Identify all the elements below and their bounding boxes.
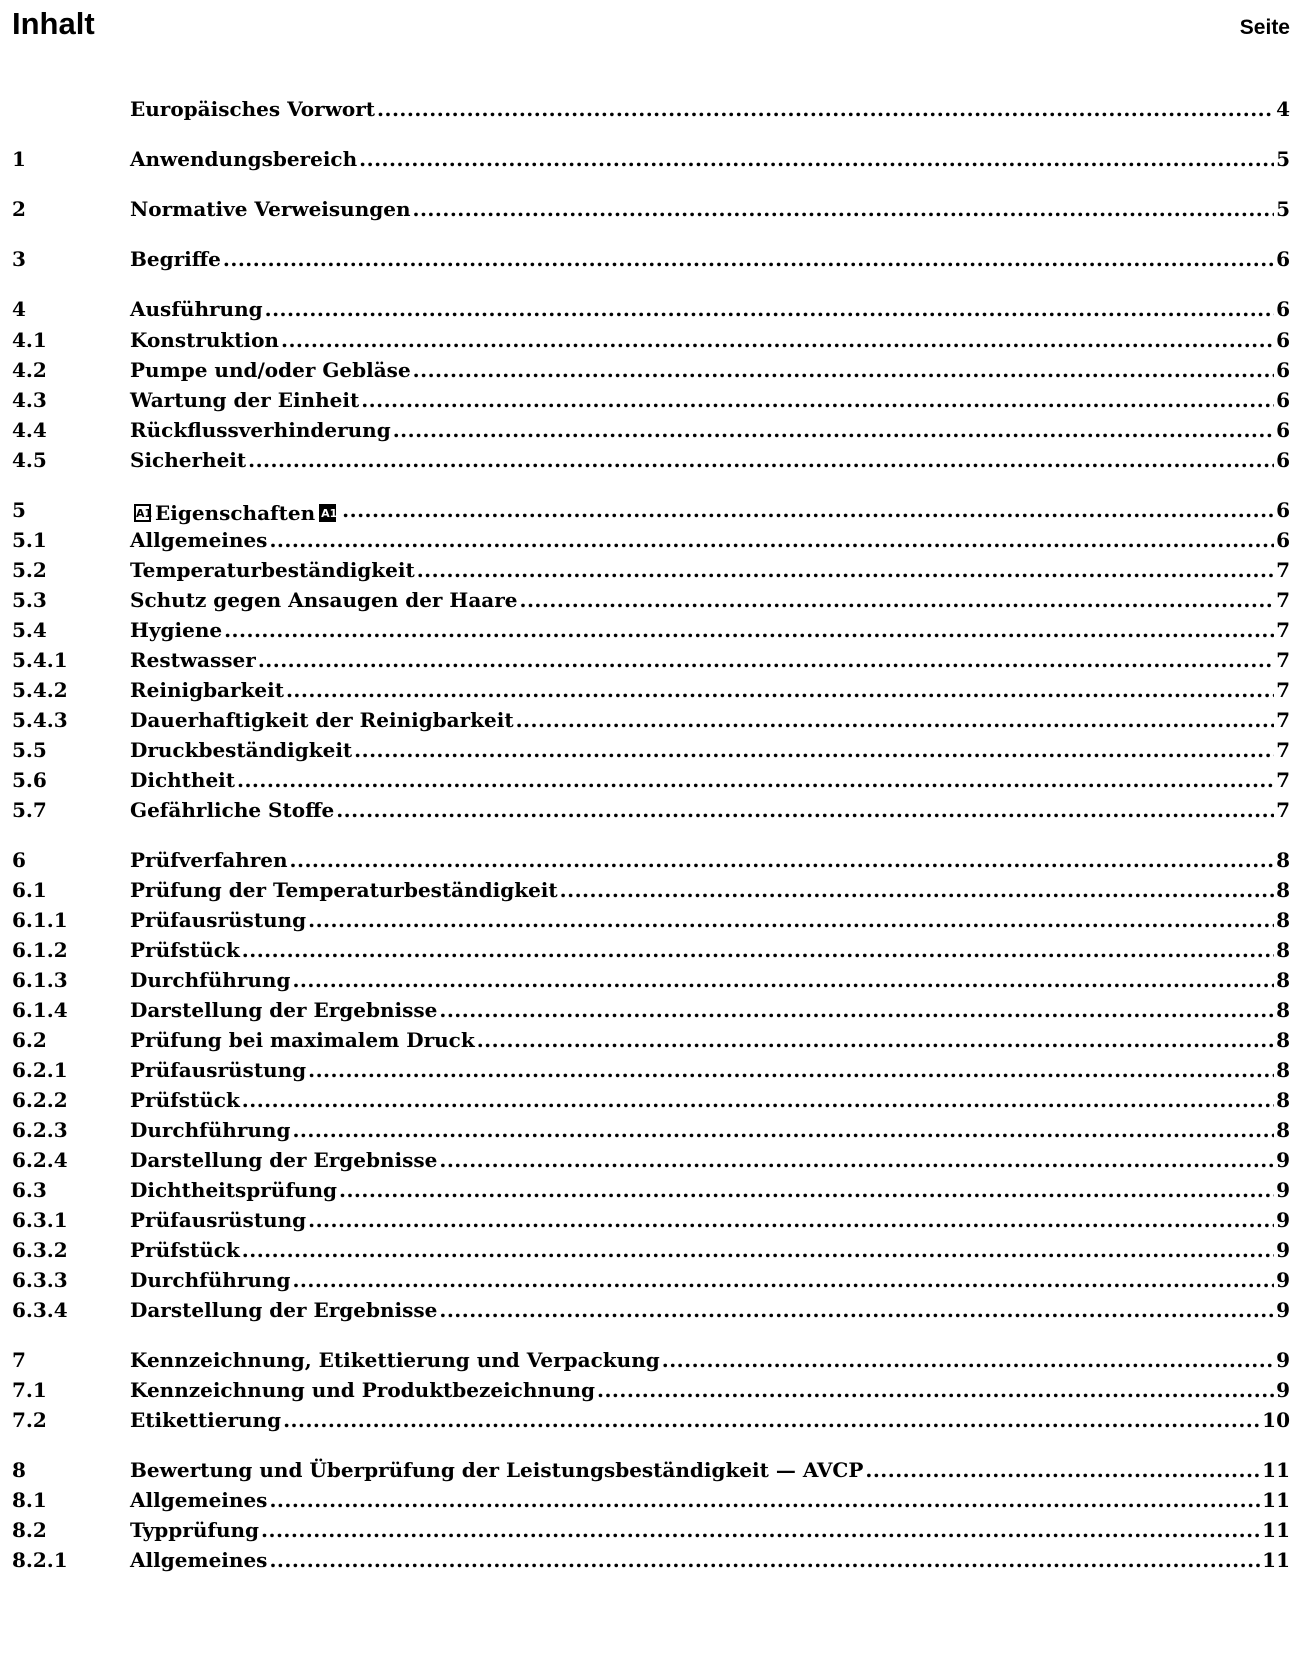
toc-entry-page-number: 6: [1276, 358, 1290, 382]
toc-entry-page-number: 5: [1276, 147, 1290, 171]
toc-entry[interactable]: [12, 675, 1290, 705]
toc-entry-page-number: 9: [1276, 1148, 1290, 1172]
dot-leader: [292, 1265, 1274, 1295]
toc-entry-title: Normative Verweisungen: [130, 197, 411, 221]
toc-entry-number: 6.1.3: [12, 968, 68, 992]
toc-entry-page-number: 8: [1276, 878, 1290, 902]
toc-entry-label-group: [130, 294, 263, 324]
toc-entry-number: 2: [12, 197, 26, 221]
dot-leader: [281, 325, 1274, 355]
toc-entry-page-number: 8: [1276, 968, 1290, 992]
toc-entry-title: Darstellung der Ergebnisse: [130, 1148, 438, 1172]
toc-entry-number: 8.2.1: [12, 1548, 68, 1572]
toc-entry-number: 4: [12, 297, 26, 321]
dot-leader: [359, 144, 1274, 174]
dot-leader: [377, 94, 1274, 124]
toc-entry[interactable]: [12, 1235, 1290, 1265]
dot-leader: [516, 705, 1274, 735]
toc-entry-label-group: [130, 935, 240, 965]
toc-entry-title: Rückflussverhinderung: [130, 418, 391, 442]
dot-leader: [477, 1025, 1274, 1055]
toc-entry[interactable]: [12, 645, 1290, 675]
dot-leader: [308, 1055, 1274, 1085]
toc-entry-number: 6.3: [12, 1178, 47, 1202]
toc-entry-number: 5.7: [12, 798, 47, 822]
toc-entry-label-group: [130, 795, 334, 825]
toc-entry[interactable]: [12, 555, 1290, 585]
toc-entry-number: 5.6: [12, 768, 47, 792]
toc-entry-label-group: [130, 1545, 267, 1575]
toc-entry-label-group: [130, 1265, 290, 1295]
toc-entry-page-number: 7: [1276, 708, 1290, 732]
toc-entry-label-group: [130, 1205, 306, 1235]
toc-entry-page-number: 7: [1276, 558, 1290, 582]
toc-entry-number: 8.1: [12, 1488, 47, 1512]
toc-entry[interactable]: [12, 905, 1290, 935]
toc-entry-page-number: 8: [1276, 998, 1290, 1022]
toc-entry-label-group: [130, 525, 267, 555]
toc-entry-number: 7.1: [12, 1378, 47, 1402]
amendment-start-marker-icon: A1: [134, 504, 151, 522]
toc-entry-title: Sicherheit: [130, 448, 247, 472]
toc-entry-title: Gefährliche Stoffe: [130, 798, 335, 822]
toc-entry-label-group: [130, 645, 256, 675]
toc-entry-title: Druckbeständigkeit: [130, 738, 353, 762]
toc-entry-title: Reinigbarkeit: [130, 678, 284, 702]
toc-entry-number: 6.2: [12, 1028, 47, 1052]
toc-entry-title: Kennzeichnung, Etikettierung und Verpackung: [130, 1348, 660, 1372]
toc-entry-label-group: [130, 765, 235, 795]
toc-entry-page-number: 6: [1276, 297, 1290, 321]
toc-entry-page-number: 9: [1276, 1378, 1290, 1402]
toc-entry-label-group: [130, 555, 415, 585]
toc-entry[interactable]: [12, 765, 1290, 795]
toc-entry-number: 4.2: [12, 358, 47, 382]
dot-leader: [308, 1205, 1274, 1235]
toc-entry-title: Prüfausrüstung: [130, 908, 307, 932]
toc-entry-page-number: 8: [1276, 1118, 1290, 1142]
toc-entry-page-number: 11: [1262, 1458, 1290, 1482]
toc-entry[interactable]: [12, 615, 1290, 645]
toc-entry[interactable]: [12, 94, 1290, 124]
toc-entry[interactable]: [12, 1485, 1290, 1515]
toc-entry-label-group: [130, 675, 284, 705]
toc-entry-title: Dauerhaftigkeit der Reinigbarkeit: [130, 708, 514, 732]
page-column-heading: Seite: [1239, 16, 1290, 39]
toc-entry[interactable]: [12, 1295, 1290, 1325]
toc-entry-title: Etikettierung: [130, 1408, 282, 1432]
toc-entry[interactable]: [12, 1265, 1290, 1295]
dot-leader: [439, 1145, 1274, 1175]
toc-entry[interactable]: [12, 1545, 1290, 1575]
toc-entry-page-number: 7: [1276, 798, 1290, 822]
toc-entry-title: Eigenschaften: [155, 501, 316, 525]
toc-entry[interactable]: [12, 1455, 1290, 1485]
toc-entry-label-group: [130, 735, 352, 765]
toc-entry-label-group: [130, 1515, 259, 1545]
toc-entry-label-group: [130, 845, 288, 875]
toc-entry-label-group: [130, 1235, 240, 1265]
toc-entry-label-group: [130, 1375, 595, 1405]
toc-entry-label-group: [130, 415, 391, 445]
toc-entry-page-number: 7: [1276, 648, 1290, 672]
dot-leader: [413, 194, 1275, 224]
toc-entry-title: Dichtheitsprüfung: [130, 1178, 337, 1202]
toc-entry-title: Pumpe und/oder Gebläse: [130, 358, 411, 382]
toc-entry-label-group: [130, 144, 357, 174]
toc-entry-number: 3: [12, 247, 26, 271]
toc-entry-label-group: [130, 1025, 475, 1055]
toc-entry-page-number: 4: [1276, 97, 1290, 121]
toc-entry-label-group: [130, 995, 437, 1025]
toc-entry-title: Prüfstück: [130, 1088, 240, 1112]
toc-entry-label-group: [130, 445, 246, 475]
toc-entry-page-number: 7: [1276, 588, 1290, 612]
toc-entry[interactable]: [12, 244, 1290, 274]
toc-entry-label-group: [130, 385, 359, 415]
toc-entry[interactable]: [12, 585, 1290, 615]
toc-entry-number: 5.2: [12, 558, 47, 582]
toc-entry-number: 5.5: [12, 738, 47, 762]
dot-leader: [258, 645, 1274, 675]
toc-entry[interactable]: [12, 1205, 1290, 1235]
toc-entry-page-number: 8: [1276, 1028, 1290, 1052]
toc-entry-title: Allgemeines: [130, 1488, 268, 1512]
toc-entry-label-group: [130, 355, 411, 385]
toc-entry-title: Ausführung: [130, 297, 263, 321]
toc-entry[interactable]: [12, 735, 1290, 765]
toc-entry-label-group: [130, 244, 221, 274]
toc-entry-number: 6.3.4: [12, 1298, 68, 1322]
dot-leader: [413, 355, 1274, 385]
dot-leader: [242, 1085, 1274, 1115]
toc-entry-title: Prüfverfahren: [130, 848, 288, 872]
toc-entry[interactable]: [12, 325, 1290, 355]
toc-entry-title: Prüfausrüstung: [130, 1208, 307, 1232]
toc-entry-page-number: 9: [1276, 1298, 1290, 1322]
toc-entry-number: 6.2.4: [12, 1148, 68, 1172]
toc-entry-number: 5.1: [12, 528, 47, 552]
toc-entry-title: Darstellung der Ergebnisse: [130, 998, 438, 1022]
toc-entry-title: Restwasser: [130, 648, 256, 672]
toc-entry-title: Begriffe: [130, 247, 221, 271]
toc-entry[interactable]: [12, 1115, 1290, 1145]
dot-leader: [269, 1485, 1260, 1515]
toc-entry[interactable]: [12, 495, 1290, 525]
toc-entry-label-group: [130, 1405, 281, 1435]
toc-entry-number: 6.1: [12, 878, 47, 902]
dot-leader: [417, 555, 1274, 585]
toc-entry-title: Dichtheit: [130, 768, 235, 792]
dot-leader: [283, 1405, 1260, 1435]
toc-entry-title: Durchführung: [130, 1118, 291, 1142]
toc-entry[interactable]: [12, 1175, 1290, 1205]
amendment-end-marker-icon: A1: [319, 504, 336, 522]
toc-entry[interactable]: [12, 845, 1290, 875]
toc-entry-number: 6.2.3: [12, 1118, 68, 1142]
toc-entry-page-number: 8: [1276, 938, 1290, 962]
toc-entry-number: 5.4: [12, 618, 47, 642]
dot-leader: [308, 905, 1274, 935]
toc-entry-number: 6.3.1: [12, 1208, 68, 1232]
toc-entry[interactable]: [12, 294, 1290, 324]
toc-entry-page-number: 6: [1276, 528, 1290, 552]
dot-leader: [342, 495, 1274, 525]
toc-entry[interactable]: [12, 965, 1290, 995]
toc-entry-number: 7.2: [12, 1408, 47, 1432]
toc-entry-page-number: 6: [1276, 388, 1290, 412]
toc-entry-title: Hygiene: [130, 618, 223, 642]
toc-entry[interactable]: [12, 1085, 1290, 1115]
toc-entry-title: Bewertung und Überprüfung der Leistungsbeständigkeit — AVCP: [130, 1458, 864, 1482]
toc-entry-number: 6.1.2: [12, 938, 68, 962]
toc-entry-label-group: [130, 965, 290, 995]
toc-entry-label-group: [130, 1175, 337, 1205]
toc-entry-label-group: [130, 1345, 660, 1375]
toc-entry[interactable]: [12, 385, 1290, 415]
dot-leader: [269, 525, 1274, 555]
dot-leader: [269, 1545, 1260, 1575]
dot-leader: [292, 965, 1274, 995]
toc-entry-title: Prüfstück: [130, 938, 240, 962]
dot-leader: [361, 385, 1274, 415]
toc-entry[interactable]: [12, 1145, 1290, 1175]
dot-leader: [242, 935, 1274, 965]
toc-entry[interactable]: [12, 415, 1290, 445]
toc-entry-title: Allgemeines: [130, 1548, 268, 1572]
toc-entry-title: Prüfung der Temperaturbeständigkeit: [130, 878, 558, 902]
toc-entry-number: 4.5: [12, 448, 47, 472]
toc-entry-page-number: 10: [1262, 1408, 1290, 1432]
toc-entry[interactable]: [12, 525, 1290, 555]
toc-entry-label-group: [130, 1455, 863, 1485]
toc-entry-page-number: 9: [1276, 1348, 1290, 1372]
toc-entry-page-number: 9: [1276, 1178, 1290, 1202]
dot-leader: [286, 675, 1274, 705]
toc-entry-number: 4.3: [12, 388, 47, 412]
toc-entry-number: 6.1.1: [12, 908, 68, 932]
toc-entry[interactable]: [12, 1515, 1290, 1545]
toc-entry-page-number: 9: [1276, 1238, 1290, 1262]
toc-entry-label-group: [130, 875, 558, 905]
toc-entry-title: Prüfung bei maximalem Druck: [130, 1028, 475, 1052]
toc-entry[interactable]: [12, 795, 1290, 825]
dot-leader: [290, 845, 1275, 875]
toc-entry[interactable]: [12, 445, 1290, 475]
toc-entry-page-number: 9: [1276, 1208, 1290, 1232]
toc-entry[interactable]: [12, 144, 1290, 174]
toc-entry-label-group: [130, 1115, 290, 1145]
toc-entry[interactable]: [12, 1345, 1290, 1375]
toc-entry-number: 4.4: [12, 418, 47, 442]
dot-leader: [265, 294, 1274, 324]
toc-entry-number: 6.2.1: [12, 1058, 68, 1082]
dot-leader: [439, 995, 1274, 1025]
toc-entry-title: Prüfstück: [130, 1238, 240, 1262]
toc-entry[interactable]: [12, 1405, 1290, 1435]
dot-leader: [865, 1455, 1260, 1485]
toc-entry-number: 6.3.2: [12, 1238, 68, 1262]
toc-entry-page-number: 7: [1276, 678, 1290, 702]
toc-entry-number: 6.2.2: [12, 1088, 68, 1112]
toc-entry-label-group: [130, 1295, 437, 1325]
toc-entry-title: Durchführung: [130, 1268, 291, 1292]
toc-entry-number: 1: [12, 147, 26, 171]
dot-leader: [292, 1115, 1274, 1145]
toc-entry[interactable]: [12, 935, 1290, 965]
toc-entry-label-group: [130, 705, 514, 735]
toc-entry-number: 7: [12, 1348, 26, 1372]
toc-entry[interactable]: [12, 1025, 1290, 1055]
toc-entry-number: 5.4.1: [12, 648, 68, 672]
toc-entry-page-number: 11: [1262, 1518, 1290, 1542]
toc-entry-page-number: 5: [1276, 197, 1290, 221]
dot-leader: [354, 735, 1274, 765]
toc-entry-label-group: [130, 615, 222, 645]
dot-leader: [662, 1345, 1274, 1375]
dot-leader: [248, 445, 1274, 475]
toc-entry-label-group: [130, 194, 411, 224]
toc-entry[interactable]: [12, 355, 1290, 385]
dot-leader: [336, 795, 1274, 825]
dot-leader: [560, 875, 1274, 905]
toc-entry-page-number: 7: [1276, 738, 1290, 762]
toc-entry-label-group: [130, 1055, 306, 1085]
toc-entry-title: Temperaturbeständigkeit: [130, 558, 415, 582]
toc-entry[interactable]: [12, 875, 1290, 905]
toc-entry-title: Wartung der Einheit: [130, 388, 360, 412]
toc-entry-page-number: 7: [1276, 618, 1290, 642]
toc-entry-number: 6.1.4: [12, 998, 68, 1022]
toc-entry-page-number: 8: [1276, 1088, 1290, 1112]
toc-entry-page-number: 6: [1276, 328, 1290, 352]
toc-entry-label-group: [130, 1085, 240, 1115]
toc-entry-label-group: [130, 585, 518, 615]
dot-leader: [393, 415, 1274, 445]
toc-entry-number: 5.4.3: [12, 708, 68, 732]
toc-header: [12, 6, 1290, 58]
dot-leader: [223, 244, 1274, 274]
dot-leader: [237, 765, 1274, 795]
toc-entry-title: Europäisches Vorwort: [130, 97, 376, 121]
toc-entry-label-group: [130, 94, 375, 124]
toc-entry-title: Durchführung: [130, 968, 291, 992]
dot-leader: [261, 1515, 1260, 1545]
toc-entry-page-number: 6: [1276, 498, 1290, 522]
toc-entry-number: 5.3: [12, 588, 47, 612]
toc-entry[interactable]: [12, 194, 1290, 224]
toc-entry-title: Darstellung der Ergebnisse: [130, 1298, 438, 1322]
toc-entry-page-number: 8: [1276, 1058, 1290, 1082]
dot-leader: [339, 1175, 1274, 1205]
toc-entry-title: Konstruktion: [130, 328, 279, 352]
toc-entry-number: 8.2: [12, 1518, 47, 1542]
toc-entry[interactable]: [12, 1055, 1290, 1085]
dot-leader: [520, 585, 1275, 615]
dot-leader: [224, 615, 1274, 645]
toc-entry-label-group: [130, 498, 340, 528]
toc-entry-page-number: 6: [1276, 448, 1290, 472]
toc-entry-page-number: 11: [1262, 1488, 1290, 1512]
toc-entry[interactable]: [12, 1375, 1290, 1405]
toc-entry-page-number: 8: [1276, 908, 1290, 932]
toc-entry-number: 6: [12, 848, 26, 872]
toc-entry-page-number: 6: [1276, 418, 1290, 442]
toc-entry-page-number: 11: [1262, 1548, 1290, 1572]
toc-entry-number: 5: [12, 498, 26, 522]
toc-entry[interactable]: [12, 995, 1290, 1025]
toc-entry-label-group: [130, 905, 306, 935]
toc-entry-label-group: [130, 1145, 437, 1175]
toc-entry-title: Kennzeichnung und Produktbezeichnung: [130, 1378, 595, 1402]
page-title: Inhalt: [12, 6, 95, 41]
toc-entry[interactable]: [12, 705, 1290, 735]
toc-entry-title: Typprüfung: [130, 1518, 260, 1542]
toc-entry-page-number: 6: [1276, 247, 1290, 271]
toc-entry-page-number: 7: [1276, 768, 1290, 792]
toc-entry-number: 4.1: [12, 328, 47, 352]
toc-entry-title: Allgemeines: [130, 528, 268, 552]
toc-entry-number: 5.4.2: [12, 678, 68, 702]
toc-entry-title: Schutz gegen Ansaugen der Haare: [130, 588, 518, 612]
dot-leader: [597, 1375, 1274, 1405]
toc-entry-label-group: [130, 325, 279, 355]
toc-entry-page-number: 9: [1276, 1268, 1290, 1292]
toc-entry-number: 8: [12, 1458, 26, 1482]
dot-leader: [242, 1235, 1274, 1265]
toc-entry-title: Anwendungsbereich: [130, 147, 358, 171]
toc-entry-page-number: 8: [1276, 848, 1290, 872]
toc-entry-label-group: [130, 1485, 267, 1515]
toc-entry-number: 6.3.3: [12, 1268, 68, 1292]
toc-entry-title: Prüfausrüstung: [130, 1058, 307, 1082]
dot-leader: [439, 1295, 1274, 1325]
